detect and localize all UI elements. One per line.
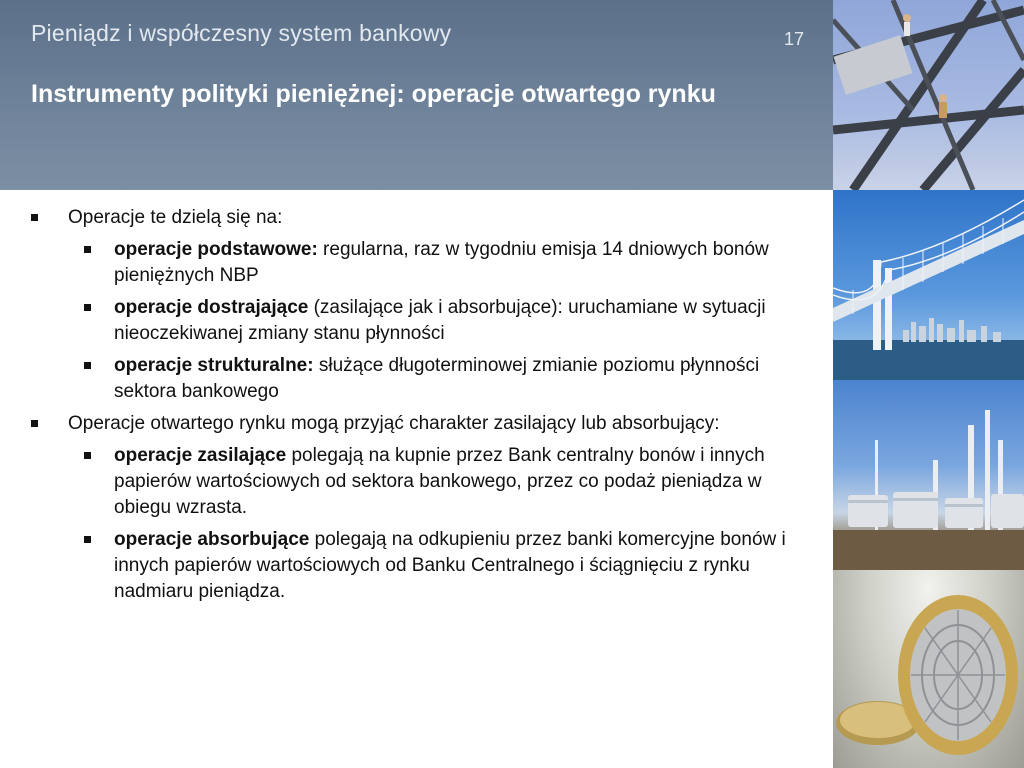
bullet-text: regularna, raz w tygodniu emisja 14 dniowych bonów pieniężnych NBP: [114, 239, 769, 286]
square-bullet-icon: [31, 214, 38, 221]
sub-bullet-item: [114, 353, 804, 405]
bullet-item: [68, 205, 788, 231]
bullet-lead: operacje absorbujące: [114, 529, 310, 550]
refinery-photo: [833, 380, 1024, 570]
bullet-text: (zasilające jak i absorbujące): uruchamiane w sytuacji nieoczekiwanej zmiany stanu płynności: [114, 297, 766, 344]
course-title: Pieniądz i współczesny system bankowy: [31, 20, 452, 46]
slide-title: Instrumenty polityki pieniężnej: operacje otwartego rynku: [31, 80, 716, 108]
square-bullet-icon: [84, 304, 91, 311]
sub-bullet-item: [114, 237, 804, 289]
sub-bullet-item: [114, 527, 804, 605]
slide-header: [0, 0, 833, 190]
square-bullet-icon: [84, 246, 91, 253]
bullet-lead: operacje podstawowe:: [114, 239, 318, 260]
bridge-photo: [833, 190, 1024, 380]
square-bullet-icon: [31, 420, 38, 427]
square-bullet-icon: [84, 452, 91, 459]
slide-number: 17: [784, 29, 805, 49]
slide-content: [0, 205, 820, 605]
steel-construction-photo: [833, 0, 1024, 190]
coins-photo: [833, 570, 1024, 768]
photo-strip: [833, 0, 1024, 768]
bullet-text: służące długoterminowej zmianie poziomu płynności sektora bankowego: [114, 355, 760, 402]
bullet-text: Operacje te dzielą się na:: [68, 207, 283, 228]
bullet-lead: operacje dostrajające: [114, 297, 309, 318]
bullet-text: polegają na kupnie przez Bank centralny bonów i innych papierów wartościowych od sektora bankowego, przez co podaż pieniądza w obiegu wzrasta.: [114, 445, 765, 518]
square-bullet-icon: [84, 536, 91, 543]
bullet-lead: operacje strukturalne:: [114, 355, 314, 376]
bullet-lead: operacje zasilające: [114, 445, 287, 466]
square-bullet-icon: [84, 362, 91, 369]
sub-bullet-item: [114, 295, 804, 347]
bullet-item: [68, 411, 788, 437]
sub-bullet-item: [114, 443, 804, 521]
bullet-text: polegają na odkupieniu przez banki komercyjne bonów i innych papierów wartościowych od Banku Centralnego i ściągnięciu z rynku nadmiaru pieniądza.: [114, 529, 786, 602]
bullet-text: Operacje otwartego rynku mogą przyjąć charakter zasilający lub absorbujący:: [68, 413, 720, 434]
